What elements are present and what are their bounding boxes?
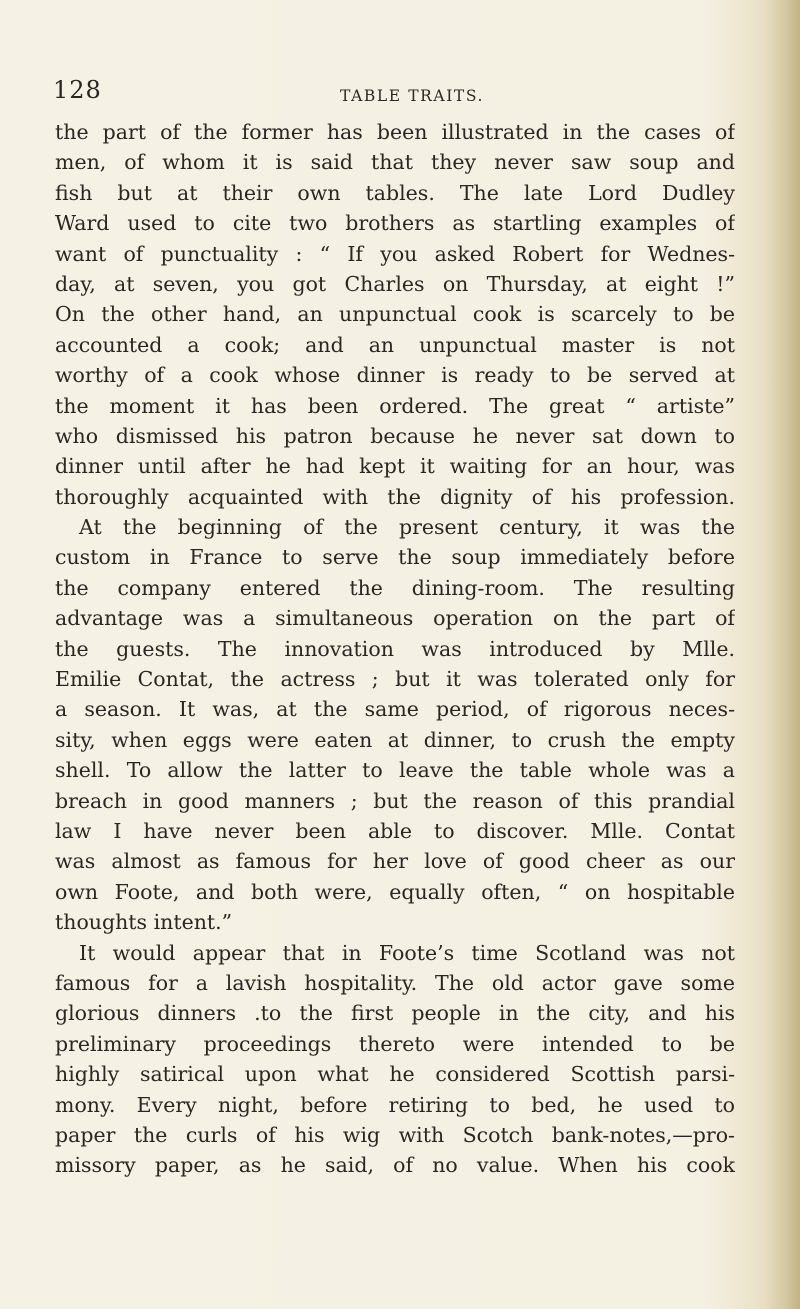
text-line: thoroughly acquainted with the dignity of his profession. bbox=[55, 484, 735, 509]
text-line: Ward used to cite two brothers as startling examples of bbox=[55, 211, 735, 236]
paragraph-start-line: At the beginning of the present century, it was the bbox=[79, 515, 735, 540]
text-line: fish but at their own tables. The late Lord Dudley bbox=[55, 180, 735, 205]
text-line: highly satirical upon what he considered Scottish parsi- bbox=[55, 1062, 735, 1087]
text-line: dinner until after he had kept it waiting for an hour, was bbox=[55, 454, 735, 479]
text-line: day, at seven, you got Charles on Thursday, at eight !” bbox=[55, 271, 735, 296]
text-line: own Foote, and both were, equally often, “ on hospitable bbox=[55, 879, 735, 904]
page-edge-shadow bbox=[766, 0, 800, 1309]
text-line: a season. It was, at the same period, of rigorous neces- bbox=[55, 697, 735, 722]
running-head: TABLE TRAITS. bbox=[340, 87, 485, 105]
text-line: custom in France to serve the soup immediately before bbox=[55, 545, 735, 570]
text-line: sity, when eggs were eaten at dinner, to crush the empty bbox=[55, 727, 735, 752]
text-line: men, of whom it is said that they never saw soup and bbox=[55, 150, 735, 175]
page-number: 128 bbox=[53, 76, 102, 104]
text-line: the company entered the dining-room. The resulting bbox=[55, 575, 735, 600]
text-line: accounted a cook; and an unpunctual master is not bbox=[55, 332, 735, 357]
text-line: missory paper, as he said, of no value. When his cook bbox=[55, 1153, 735, 1178]
paragraph-start-line: It would appear that in Foote’s time Scotland was not bbox=[79, 940, 735, 965]
paragraph-end-line: thoughts intent.” bbox=[55, 910, 233, 935]
text-line: paper the curls of his wig with Scotch bank-notes,—pro- bbox=[55, 1122, 735, 1147]
text-line: the part of the former has been illustrated in the cases of bbox=[55, 120, 735, 144]
body-text bbox=[55, 117, 735, 1181]
text-line: the guests. The innovation was introduced by Mlle. bbox=[55, 636, 735, 661]
text-line: Emilie Contat, the actress ; but it was tolerated only for bbox=[55, 667, 735, 692]
text-line: preliminary proceedings thereto were intended to be bbox=[55, 1031, 735, 1056]
text-line: advantage was a simultaneous operation on the part of bbox=[55, 606, 735, 631]
text-line: famous for a lavish hospitality. The old actor gave some bbox=[55, 970, 735, 995]
text-line: On the other hand, an unpunctual cook is scarcely to be bbox=[55, 302, 735, 327]
text-line: breach in good manners ; but the reason of this prandial bbox=[55, 788, 735, 813]
text-line: glorious dinners .to the first people in the city, and his bbox=[55, 1001, 735, 1026]
text-line: the moment it has been ordered. The great “ artiste” bbox=[55, 393, 735, 418]
text-line: shell. To allow the latter to leave the table whole was a bbox=[55, 758, 735, 783]
text-line: want of punctuality : “ If you asked Robert for Wednes- bbox=[55, 241, 735, 266]
text-line: worthy of a cook whose dinner is ready to be served at bbox=[55, 363, 735, 388]
text-line: who dismissed his patron because he never sat down to bbox=[55, 423, 735, 448]
text-line: mony. Every night, before retiring to bed, he used to bbox=[55, 1092, 735, 1117]
text-line: law I have never been able to discover. Mlle. Contat bbox=[55, 818, 735, 843]
text-line: was almost as famous for her love of good cheer as our bbox=[55, 849, 735, 874]
